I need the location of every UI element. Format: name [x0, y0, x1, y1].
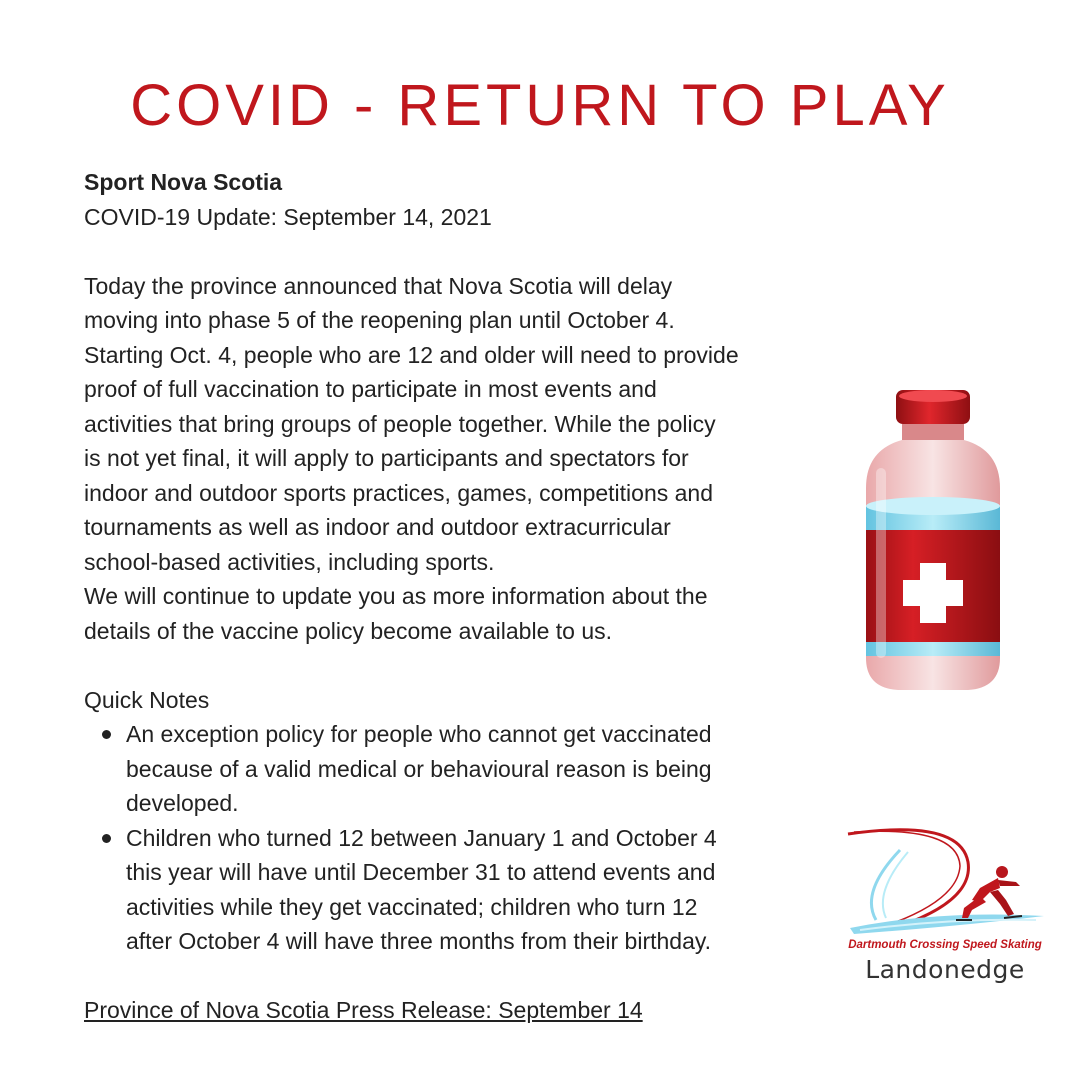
list-item-line: activities while they get vaccinated; children who turn 12 — [126, 893, 698, 920]
paragraph-line: indoor and outdoor sports practices, games, competitions and — [84, 479, 714, 506]
paragraph-line: is not yet final, it will apply to participants and spectators for — [84, 445, 689, 471]
list-item — [84, 717, 814, 821]
paragraph-line: tournaments as well as indoor and outdoor extracurricular — [84, 514, 671, 540]
list-item — [84, 821, 814, 959]
paragraph-line: We will continue to update you as more information about the — [84, 583, 708, 609]
update-date: COVID-19 Update: September 14, 2021 — [84, 203, 492, 230]
announcement-paragraph — [84, 269, 814, 649]
list-item-line: developed. — [126, 790, 239, 816]
logo-caption-club: Dartmouth Crossing — [848, 939, 963, 951]
organization-name: Sport Nova Scotia — [84, 169, 283, 195]
vaccine-vial-icon — [858, 388, 1008, 693]
list-item-line: An exception policy for people who cannot get vaccinated — [126, 721, 712, 747]
paragraph-line: Today the province announced that Nova Scotia will delay — [84, 272, 673, 299]
list-item-line: Children who turned 12 between January 1 and October 4 — [126, 824, 717, 851]
paragraph-line: proof of full vaccination to participate in most events and — [84, 376, 657, 402]
spacer — [84, 234, 814, 269]
paragraph-line: details of the vaccine policy become available to us. — [84, 617, 613, 644]
logo-caption — [840, 939, 1050, 951]
list-item-line: because of a valid medical or behavioural reason is being — [126, 755, 712, 782]
list-item-line: this year will have until December 31 to attend events and — [126, 859, 716, 885]
logo-caption-sport: Speed Skating — [962, 939, 1042, 951]
page-title: COVID - RETURN TO PLAY — [130, 73, 950, 138]
quick-notes-heading: Quick Notes — [84, 686, 210, 713]
quick-notes-list — [84, 717, 814, 959]
list-item-line: after October 4 will have three months from their birthday. — [126, 928, 712, 954]
paragraph-line: moving into phase 5 of the reopening plan until October 4. — [84, 307, 675, 333]
paragraph-line: school-based activities, including sports. — [84, 548, 495, 575]
speed-skater-icon — [840, 822, 1050, 940]
spacer — [84, 648, 814, 683]
club-logo — [840, 822, 1050, 992]
paragraph-line: activities that bring groups of people together. While the policy — [84, 410, 716, 437]
brand-name: Landonedge — [865, 955, 1025, 984]
paragraph-line: Starting Oct. 4, people who are 12 and older will need to provide — [84, 341, 739, 368]
main-content — [84, 165, 814, 1028]
spacer — [84, 959, 814, 994]
press-release-link[interactable]: Province of Nova Scotia Press Release: September 14 — [84, 997, 643, 1023]
